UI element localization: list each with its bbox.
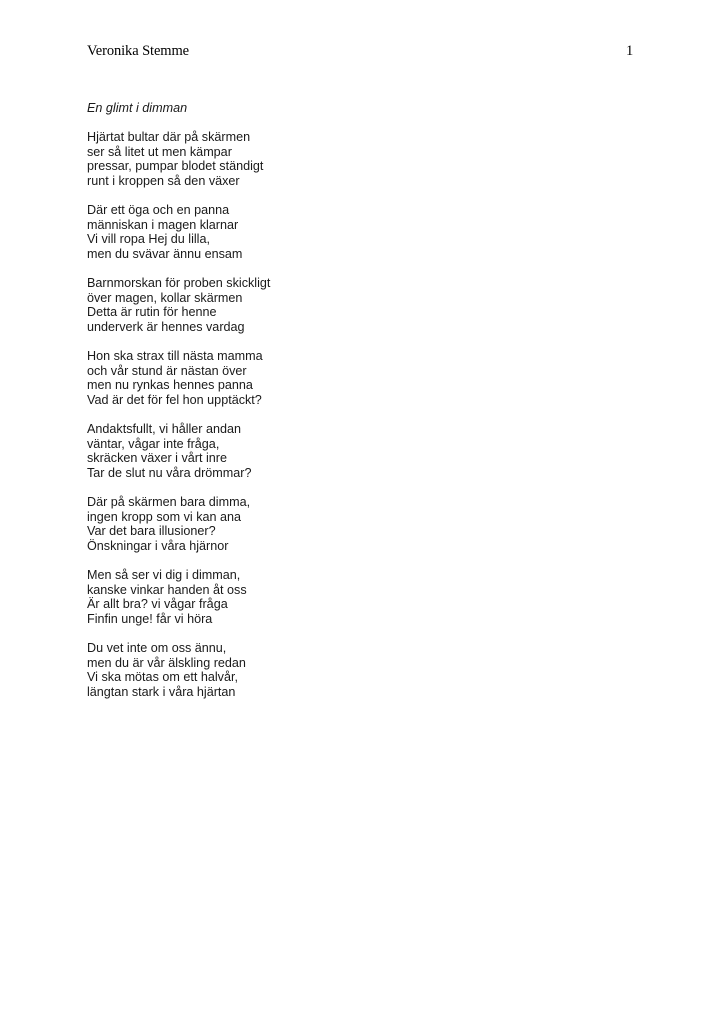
stanza-8 bbox=[87, 641, 647, 699]
poem-line: kanske vinkar handen åt oss bbox=[87, 582, 247, 597]
poem-line: över magen, kollar skärmen bbox=[87, 290, 243, 305]
poem-line: Vi vill ropa Hej du lilla, bbox=[87, 232, 210, 247]
poem-title: En glimt i dimman bbox=[87, 101, 188, 115]
poem-line: längtan stark i våra hjärtan bbox=[87, 684, 236, 699]
poem-line: Var det bara illusioner? bbox=[87, 524, 216, 539]
poem bbox=[87, 101, 647, 714]
poem-line: Men så ser vi dig i dimman, bbox=[87, 568, 241, 582]
poem-line: pressar, pumpar blodet ständigt bbox=[87, 159, 264, 174]
stanza-6 bbox=[87, 495, 647, 553]
poem-line: Där ett öga och en panna bbox=[87, 203, 230, 218]
poem-line: och vår stund är nästan över bbox=[87, 363, 247, 378]
poem-line: underverk är hennes vardag bbox=[87, 319, 245, 334]
stanza-1 bbox=[87, 130, 647, 188]
poem-line: Önskningar i våra hjärnor bbox=[87, 538, 229, 553]
poem-line: Vad är det för fel hon upptäckt? bbox=[87, 392, 262, 407]
stanza-7 bbox=[87, 568, 647, 626]
stanza-5 bbox=[87, 422, 647, 480]
poem-line: runt i kroppen så den växer bbox=[87, 173, 240, 188]
poem-line: Tar de slut nu våra drömmar? bbox=[87, 465, 252, 480]
poem-line: Andaktsfullt, vi håller andan bbox=[87, 422, 242, 437]
poem-line: Vi ska mötas om ett halvår, bbox=[87, 670, 238, 685]
header-author: Veronika Stemme bbox=[87, 43, 189, 59]
poem-line: Finfin unge! får vi höra bbox=[87, 611, 213, 626]
poem-line: ser så litet ut men kämpar bbox=[87, 144, 232, 159]
stanza-2 bbox=[87, 203, 647, 261]
poem-line: Hjärtat bultar där på skärmen bbox=[87, 130, 251, 145]
poem-line: människan i magen klarnar bbox=[87, 217, 239, 232]
poem-line: Detta är rutin för henne bbox=[87, 305, 217, 320]
poem-line: men du är vår älskling redan bbox=[87, 655, 246, 670]
poem-line: Hon ska strax till nästa mamma bbox=[87, 349, 263, 364]
poem-line: Är allt bra? vi vågar fråga bbox=[87, 597, 228, 612]
poem-line: Där på skärmen bara dimma, bbox=[87, 495, 251, 510]
poem-line: ingen kropp som vi kan ana bbox=[87, 509, 242, 524]
poem-line: men nu rynkas hennes panna bbox=[87, 378, 253, 393]
stanza-3 bbox=[87, 276, 647, 334]
poem-line: Barnmorskan för proben skickligt bbox=[87, 276, 271, 291]
poem-line: väntar, vågar inte fråga, bbox=[87, 436, 220, 451]
poem-line: skräcken växer i vårt inre bbox=[87, 451, 227, 466]
stanza-4 bbox=[87, 349, 647, 407]
poem-line: Du vet inte om oss ännu, bbox=[87, 640, 227, 655]
poem-line: men du svävar ännu ensam bbox=[87, 246, 243, 261]
page-number: 1 bbox=[626, 43, 634, 59]
